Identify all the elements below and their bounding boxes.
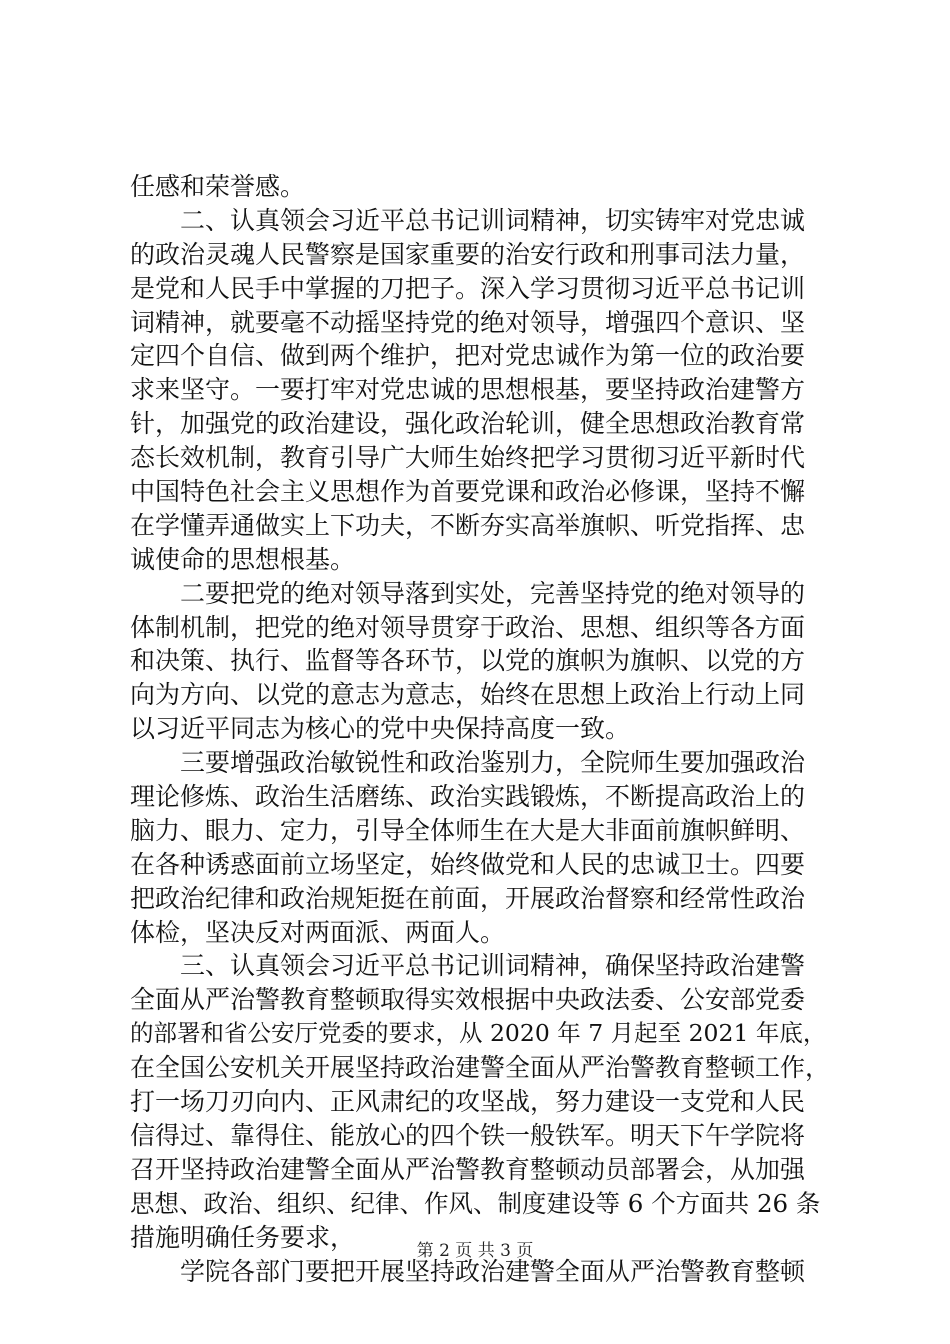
text-line: 的部署和省公安厅党委的要求，从 2020 年 7 月起至 2021 年底， (130, 1019, 827, 1048)
text-line: 和决策、执行、监督等各环节，以党的旗帜为旗帜、以党的方 (130, 646, 806, 676)
text-line: 把政治纪律和政治规矩挺在前面，开展政治督察和经常性政治 (130, 883, 806, 913)
text-line: 定四个自信、做到两个维护，把对党忠诚作为第一位的政治要 (130, 341, 806, 371)
text-line: 召开坚持政治建警全面从严治警教育整顿动员部署会，从加强 (130, 1154, 806, 1184)
text-line: 针，加强党的政治建设，强化政治轮训，健全思想政治教育常 (130, 409, 806, 439)
text-line: 二、认真领会习近平总书记训词精神，切实铸牢对党忠诚 (180, 205, 806, 235)
text-line: 思想、政治、组织、纪律、作风、制度建设等 6 个方面共 26 条 (130, 1188, 821, 1218)
text-line: 体检，坚决反对两面派、两面人。 (130, 917, 506, 947)
text-line: 求来坚守。一要打牢对党忠诚的思想根基，要坚持政治建警方 (130, 375, 806, 405)
text-line: 以习近平同志为核心的党中央保持高度一致。 (130, 714, 631, 744)
text-line: 词精神，就要毫不动摇坚持党的绝对领导，增强四个意识、坚 (130, 307, 806, 337)
document-body (130, 170, 830, 1288)
text-line: 在全国公安机关开展坚持政治建警全面从严治警教育整顿工作， (130, 1053, 830, 1083)
text-line: 二要把党的绝对领导落到实处，完善坚持党的绝对领导的 (180, 578, 806, 608)
text-line: 中国特色社会主义思想作为首要党课和政治必修课，坚持不懈 (130, 477, 806, 507)
text-line: 三要增强政治敏锐性和政治鉴别力，全院师生要加强政治 (180, 748, 806, 778)
text-line: 打一场刀刃向内、正风肃纪的攻坚战，努力建设一支党和人民 (130, 1087, 806, 1117)
text-line: 任感和荣誉感。 (130, 172, 306, 201)
text-line: 学院各部门要把开展坚持政治建警全面从严治警教育整顿 (180, 1256, 806, 1286)
text-line: 的政治灵魂人民警察是国家重要的治安行政和刑事司法力量， (130, 239, 806, 269)
text-line: 理论修炼、政治生活磨练、政治实践锻炼，不断提高政治上的 (130, 782, 806, 812)
text-line: 三、认真领会习近平总书记训词精神，确保坚持政治建警 (180, 951, 806, 981)
text-line: 信得过、靠得住、能放心的四个铁一般铁军。明天下午学院将 (130, 1120, 806, 1150)
text-line: 态长效机制，教育引导广大师生始终把学习贯彻习近平新时代 (130, 443, 806, 473)
page-footer: 第 2 页 共 3 页 (416, 1241, 534, 1261)
text-line: 体制机制，把党的绝对领导贯穿于政治、思想、组织等各方面 (130, 612, 806, 642)
text-line: 是党和人民手中掌握的刀把子。深入学习贯彻习近平总书记训 (130, 273, 806, 303)
text-line: 在各种诱惑面前立场坚定，始终做党和人民的忠诚卫士。四要 (130, 849, 806, 879)
text-line: 全面从严治警教育整顿取得实效根据中央政法委、公安部党委 (130, 985, 806, 1015)
text-line: 措施明确任务要求， (130, 1222, 356, 1252)
text-line: 在学懂弄通做实上下功夫，不断夯实高举旗帜、听党指挥、忠 (130, 510, 806, 540)
text-line: 脑力、眼力、定力，引导全体师生在大是大非面前旗帜鲜明、 (130, 815, 806, 845)
text-line: 诚使命的思想根基。 (130, 544, 356, 574)
text-line: 向为方向、以党的意志为意志，始终在思想上政治上行动上同 (130, 680, 806, 710)
